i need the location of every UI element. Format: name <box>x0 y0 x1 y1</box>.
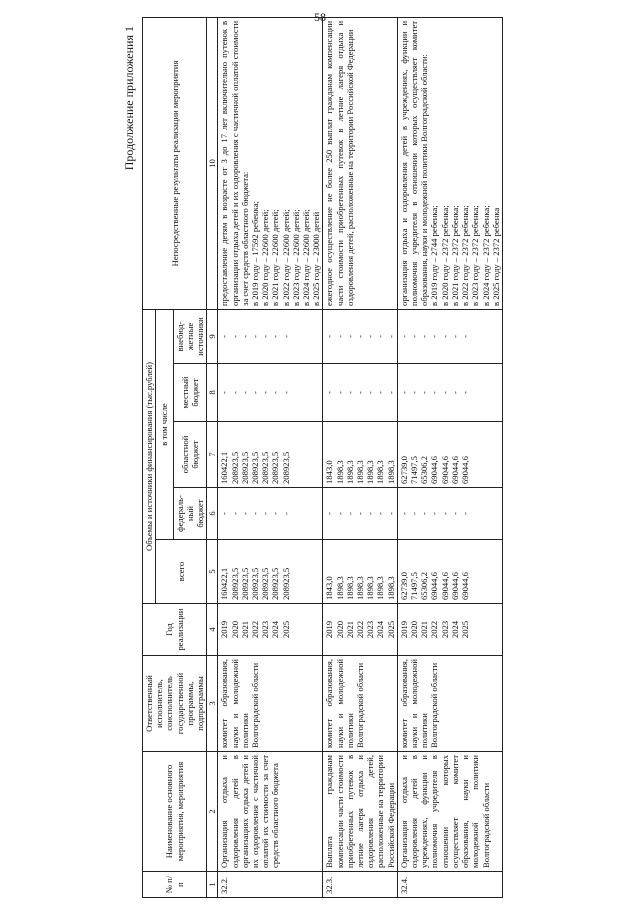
row-extrabudget-value: - <box>439 335 450 338</box>
column-number: 9 <box>207 309 218 363</box>
row-regional-value: 208923,5 <box>239 451 250 484</box>
row-result-text: предоставление детям в возрасте от 3 до 17 лет включительно путевок в организации отдыха детей и их оздоровления с частичной оплатой стоимости за счет средств областного бюджета: <box>219 20 250 306</box>
program-table <box>142 17 503 898</box>
row-total <box>397 540 502 604</box>
row-federal-value: - <box>250 512 261 515</box>
row-years-value: 2021 <box>419 620 430 639</box>
row-total-value: 208923,5 <box>229 567 240 600</box>
row-local-value: - <box>334 391 345 394</box>
column-number: 8 <box>207 364 218 422</box>
row-years-value: 2025 <box>385 620 396 639</box>
row-total-value: 71497,5 <box>409 572 420 600</box>
row-regional-value: 1898,3 <box>385 460 396 484</box>
row-local-value: - <box>439 391 450 394</box>
row-federal-value: - <box>449 512 460 515</box>
row-result <box>397 17 502 309</box>
header-extrabudget: внебюд-жетные источники <box>173 309 207 363</box>
header-no: № п/п <box>143 872 207 898</box>
header-financing: Объемы и источники финансирования (тыс.рублей) <box>143 309 156 603</box>
header-federal: федераль-ный бюджет <box>173 488 207 540</box>
row-extrabudget-value: - <box>344 335 355 338</box>
row-local-value: - <box>219 391 230 394</box>
column-number: 3 <box>207 656 218 752</box>
header-regional: областной бюджет <box>173 422 207 488</box>
row-result-line: в 2020 году – 22600 детей; <box>260 209 271 306</box>
header-local: местный бюджет <box>173 364 207 422</box>
row-federal-value: - <box>219 512 230 515</box>
row-federal-value: - <box>429 512 440 515</box>
row-extrabudget-value: - <box>324 335 335 338</box>
row-years-value: 2023 <box>439 620 450 639</box>
row-total-value: 69044,6 <box>439 572 450 600</box>
row-regional <box>397 422 502 488</box>
row-local-value: - <box>270 391 281 394</box>
column-number: 6 <box>207 488 218 540</box>
row-extrabudget-value: - <box>409 335 420 338</box>
row-regional-value: 208923,5 <box>250 451 261 484</box>
row-years-value: 2019 <box>324 620 335 639</box>
row-federal-value: - <box>324 512 335 515</box>
row-local-value: - <box>280 391 291 394</box>
row-years-value: 2019 <box>398 620 409 639</box>
row-extrabudget-value: - <box>385 335 396 338</box>
row-federal-value: - <box>385 512 396 515</box>
row-extrabudget <box>218 309 323 363</box>
row-extrabudget-value: - <box>260 335 271 338</box>
row-extrabudget-value: - <box>229 335 240 338</box>
row-regional-value: 1898,3 <box>365 460 376 484</box>
page-number: 58 <box>314 10 326 24</box>
row-local <box>323 364 397 422</box>
row-local-value: - <box>365 391 376 394</box>
row-total-value: 160422,1 <box>219 567 230 600</box>
row-result-line: в 2025 году – 2372 ребенка <box>490 207 501 306</box>
row-federal-value: - <box>409 512 420 515</box>
row-local-value: - <box>239 391 250 394</box>
column-number: 2 <box>207 752 218 872</box>
row-local-value: - <box>260 391 271 394</box>
row-years-value: 2024 <box>449 620 460 639</box>
header-including: в том числе <box>156 309 173 539</box>
row-total-value: 1898,3 <box>334 576 345 600</box>
row-federal-value: - <box>280 512 291 515</box>
row-federal-value: - <box>260 512 271 515</box>
row-extrabudget-value: - <box>239 335 250 338</box>
row-federal-value: - <box>375 512 386 515</box>
row-years-value: 2023 <box>260 620 271 639</box>
row-local-value: - <box>344 391 355 394</box>
row-federal <box>323 488 397 540</box>
row-result-line: в 2022 году – 2372 ребенка; <box>460 205 471 306</box>
row-local <box>218 364 323 422</box>
table-row <box>323 17 397 897</box>
header-total: всего <box>156 540 207 604</box>
row-years-value: 2022 <box>250 620 261 639</box>
column-number: 4 <box>207 604 218 656</box>
row-extrabudget-value: - <box>355 335 366 338</box>
row-regional-value: 1898,3 <box>375 460 386 484</box>
row-total-value: 1898,3 <box>355 576 366 600</box>
row-result-line: в 2023 году – 22600 детей; <box>290 209 301 306</box>
row-federal <box>218 488 323 540</box>
row-regional <box>218 422 323 488</box>
row-total-value: 69044,6 <box>460 572 471 600</box>
row-total-value: 208923,5 <box>270 567 281 600</box>
row-extrabudget-value: - <box>375 335 386 338</box>
row-federal-value: - <box>239 512 250 515</box>
row-regional-value: 1898,3 <box>344 460 355 484</box>
row-total-value: 1898,3 <box>385 576 396 600</box>
row-result-text: ежегодное осуществление не более 250 выплат гражданам компенсации части стоимости приобретенных путевок в летние лагеря отдыха и оздоровления детей, расположенные на территории Российской Федерации <box>324 20 355 306</box>
row-regional-value: 208923,5 <box>260 451 271 484</box>
row-years-value: 2020 <box>229 620 240 639</box>
row-result-line: в 2021 году – 22600 детей; <box>270 209 281 306</box>
row-total-value: 1898,3 <box>344 576 355 600</box>
row-local-value: - <box>398 391 409 394</box>
row-number: 32.3. <box>323 872 397 898</box>
row-name: Организация отдыха и оздоровления детей в организациях отдыха детей и их оздоровления с частичной оплатой их стоимости за счет средств областного бюджета <box>218 752 323 872</box>
row-regional-value: 160422,1 <box>219 451 230 484</box>
row-local-value: - <box>449 391 460 394</box>
row-executor: комитет образования, науки и молодежной политики Волгоградской области <box>323 656 397 752</box>
row-federal <box>397 488 502 540</box>
row-years-value: 2024 <box>375 620 386 639</box>
row-extrabudget-value: - <box>460 335 471 338</box>
row-extrabudget-value: - <box>365 335 376 338</box>
row-regional-value: 69044,6 <box>429 456 440 484</box>
row-local-value: - <box>355 391 366 394</box>
row-local <box>397 364 502 422</box>
row-total-value: 62739,0 <box>398 572 409 600</box>
row-federal-value: - <box>419 512 430 515</box>
row-local-value: - <box>419 391 430 394</box>
row-executor: комитет образования, науки и молодежной политики Волгоградской области <box>218 656 323 752</box>
row-result <box>323 17 397 309</box>
row-total-value: 69044,6 <box>449 572 460 600</box>
column-number: 1 <box>207 872 218 898</box>
row-local-value: - <box>229 391 240 394</box>
row-local-value: - <box>385 391 396 394</box>
row-years <box>323 604 397 656</box>
row-federal-value: - <box>355 512 366 515</box>
row-extrabudget-value: - <box>419 335 430 338</box>
row-extrabudget-value: - <box>398 335 409 338</box>
row-federal-value: - <box>270 512 281 515</box>
column-number: 7 <box>207 422 218 488</box>
row-name: Выплата гражданам компенсации части стоимости приобретенных путевок в летние лагеря отдыха и оздоровления детей, расположенные на территории Российской Федерации <box>323 752 397 872</box>
row-regional-value: 208923,5 <box>229 451 240 484</box>
row-federal-value: - <box>344 512 355 515</box>
header-name: Наименование основного мероприятия, мероприятия <box>143 752 207 872</box>
row-result-line: в 2024 году – 2372 ребенка; <box>480 205 491 306</box>
row-federal-value: - <box>365 512 376 515</box>
row-total-value: 208923,5 <box>250 567 261 600</box>
row-years-value: 2024 <box>270 620 281 639</box>
row-regional-value: 69044,6 <box>460 456 471 484</box>
row-total <box>323 540 397 604</box>
row-total-value: 65306,2 <box>419 572 430 600</box>
column-number: 5 <box>207 540 218 604</box>
row-regional-value: 69044,6 <box>439 456 450 484</box>
row-regional-value: 208923,5 <box>280 451 291 484</box>
row-extrabudget-value: - <box>429 335 440 338</box>
row-local-value: - <box>409 391 420 394</box>
row-local-value: - <box>375 391 386 394</box>
row-result <box>218 17 323 309</box>
row-extrabudget-value: - <box>280 335 291 338</box>
column-number: 10 <box>207 17 218 309</box>
row-extrabudget-value: - <box>449 335 460 338</box>
row-federal-value: - <box>334 512 345 515</box>
row-result-line: в 2021 году – 2372 ребенка; <box>449 205 460 306</box>
row-result-line: в 2019 году – 2744 ребенка; <box>429 205 440 306</box>
row-years <box>218 604 323 656</box>
row-local-value: - <box>324 391 335 394</box>
row-local-value: - <box>250 391 261 394</box>
header-year: Год реализации <box>143 604 207 656</box>
row-result-line: в 2023 году – 2372 ребенка; <box>470 205 481 306</box>
row-total <box>218 540 323 604</box>
row-local-value: - <box>429 391 440 394</box>
table-row <box>397 17 502 897</box>
row-regional-value: 62739,0 <box>398 456 409 484</box>
row-years-value: 2020 <box>409 620 420 639</box>
row-years-value: 2020 <box>334 620 345 639</box>
row-extrabudget-value: - <box>250 335 261 338</box>
row-years-value: 2025 <box>460 620 471 639</box>
row-regional-value: 71497,5 <box>409 456 420 484</box>
row-extrabudget-value: - <box>334 335 345 338</box>
row-regional-value: 65306,2 <box>419 456 430 484</box>
row-years-value: 2019 <box>219 620 230 639</box>
row-regional <box>323 422 397 488</box>
row-total-value: 208923,5 <box>280 567 291 600</box>
row-regional-value: 1843,0 <box>324 460 335 484</box>
row-extrabudget <box>397 309 502 363</box>
row-name: Организация отдыха и оздоровления детей в учреждениях, функции и полномочия учредителя в отношении которых осуществляет комитет образования, науки и молодежной политики Волгоградской области <box>397 752 502 872</box>
row-regional-value: 208923,5 <box>270 451 281 484</box>
row-executor: комитет образования, науки и молодежной политики Волгоградской области <box>397 656 502 752</box>
row-total-value: 1843,0 <box>324 576 335 600</box>
row-extrabudget-value: - <box>270 335 281 338</box>
header-executor: Ответственный исполнитель, соисполнитель государственной программы, подпрограммы <box>143 656 207 752</box>
row-result-line: в 2025 году – 23000 детей <box>311 211 322 306</box>
row-years-value: 2022 <box>429 620 440 639</box>
row-federal-value: - <box>439 512 450 515</box>
row-local-value: - <box>460 391 471 394</box>
row-total-value: 208923,5 <box>260 567 271 600</box>
row-federal-value: - <box>398 512 409 515</box>
row-result-line: в 2020 году – 2372 ребенка; <box>439 205 450 306</box>
row-regional-value: 69044,6 <box>449 456 460 484</box>
row-extrabudget <box>323 309 397 363</box>
row-result-line: в 2019 году – 17592 ребенка; <box>250 201 261 306</box>
row-regional-value: 1898,3 <box>334 460 345 484</box>
row-number: 32.4. <box>397 872 502 898</box>
row-years <box>397 604 502 656</box>
row-total-value: 69044,6 <box>429 572 440 600</box>
row-extrabudget-value: - <box>219 335 230 338</box>
row-federal-value: - <box>460 512 471 515</box>
row-total-value: 1898,3 <box>365 576 376 600</box>
row-regional-value: 1898,3 <box>355 460 366 484</box>
row-years-value: 2021 <box>239 620 250 639</box>
header-result: Непосредственные результаты реализации мероприятия <box>143 17 207 309</box>
row-years-value: 2023 <box>365 620 376 639</box>
row-result-line: в 2024 году – 22600 детей; <box>301 209 312 306</box>
row-total-value: 208923,5 <box>239 567 250 600</box>
row-result-text: организация отдыха и оздоровления детей в учреждениях, функции и полномочия учредителя в отношении которых осуществляет комитет образования, науки и молодежной политики Волгоградской области: <box>398 20 430 306</box>
row-number: 32.2. <box>218 872 323 898</box>
row-federal-value: - <box>229 512 240 515</box>
table-row <box>218 17 323 897</box>
row-result-line: в 2022 году – 22600 детей; <box>280 209 291 306</box>
row-years-value: 2025 <box>280 620 291 639</box>
appendix-title: Продолжение приложения 1 <box>122 26 136 171</box>
landscape-document <box>122 18 622 898</box>
row-years-value: 2021 <box>344 620 355 639</box>
row-years-value: 2022 <box>355 620 366 639</box>
row-total-value: 1898,3 <box>375 576 386 600</box>
